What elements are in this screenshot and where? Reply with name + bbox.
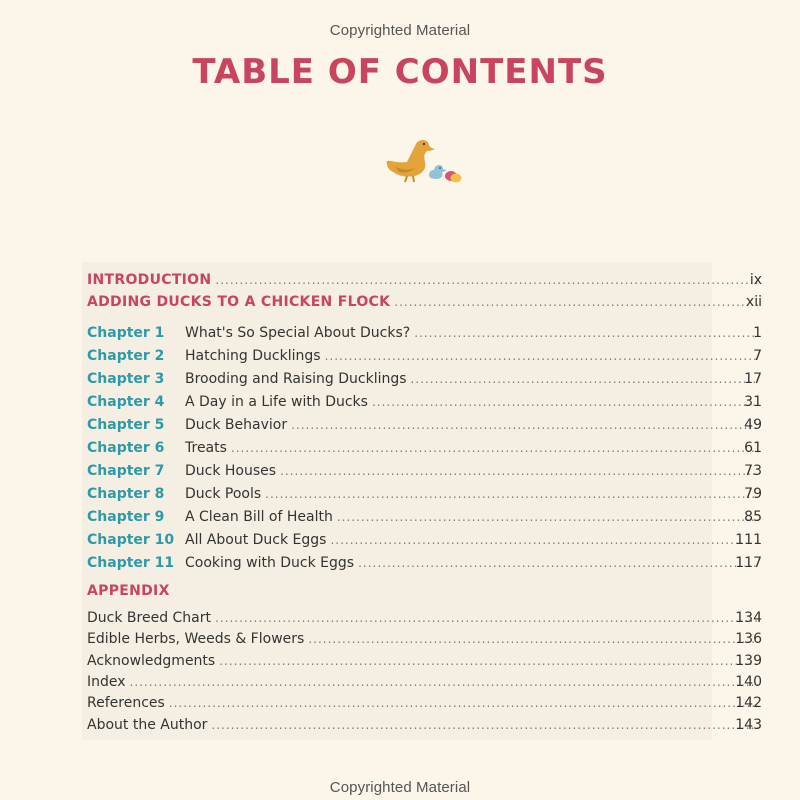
toc-chapter-9[interactable] xyxy=(87,506,762,528)
toc-chapter-6[interactable] xyxy=(87,437,762,459)
dot-leader xyxy=(280,460,758,482)
chapter-number: Chapter 11 xyxy=(87,555,175,571)
toc-chapter-10[interactable] xyxy=(87,529,762,551)
dot-leader xyxy=(169,692,758,714)
ducks-with-eggs-icon xyxy=(381,132,467,188)
chapter-number: Chapter 10 xyxy=(87,532,175,548)
toc-page-number: 111 xyxy=(735,532,762,548)
dot-leader xyxy=(308,628,758,650)
toc-page-number: 7 xyxy=(753,348,762,364)
toc-page-number: 136 xyxy=(735,631,762,647)
toc-chapter-11[interactable] xyxy=(87,552,762,574)
toc-page-number: 142 xyxy=(735,695,762,711)
toc-page-number: 85 xyxy=(744,509,762,525)
toc-page-number: 143 xyxy=(735,717,762,733)
toc-chapter-1[interactable] xyxy=(87,322,762,344)
dot-leader xyxy=(219,650,758,672)
toc-appendix-references[interactable] xyxy=(87,692,762,714)
chapter-number: Chapter 2 xyxy=(87,348,165,364)
page-title: TABLE OF CONTENTS xyxy=(192,52,608,92)
chapter-title: All About Duck Eggs xyxy=(185,532,327,548)
dot-leader xyxy=(265,483,758,505)
toc-page-number: 61 xyxy=(744,440,762,456)
chapter-number: Chapter 1 xyxy=(87,325,165,341)
dot-leader xyxy=(130,671,758,693)
appendix-item-title: Acknowledgments xyxy=(87,653,216,669)
toc-appendix-acknowledgments[interactable] xyxy=(87,650,762,672)
toc-appendix-edible-herbs[interactable] xyxy=(87,628,762,650)
dot-leader xyxy=(215,607,758,629)
dot-leader xyxy=(291,414,758,436)
chapter-number: Chapter 4 xyxy=(87,394,165,410)
toc-chapter-7[interactable] xyxy=(87,460,762,482)
toc-entry-label: INTRODUCTION xyxy=(87,272,212,288)
dot-leader xyxy=(337,506,758,528)
toc-appendix-about-the-author[interactable] xyxy=(87,714,762,736)
toc-page-number: 31 xyxy=(744,394,762,410)
toc-page-number: 1 xyxy=(753,325,762,341)
dot-leader xyxy=(215,269,758,291)
dot-leader xyxy=(411,368,758,390)
toc-page-number: 79 xyxy=(744,486,762,502)
chapter-title: Treats xyxy=(185,440,227,456)
chapter-number: Chapter 9 xyxy=(87,509,165,525)
toc-page-number: 117 xyxy=(735,555,762,571)
dot-leader xyxy=(372,391,758,413)
dot-leader xyxy=(211,714,758,736)
chapter-title: Duck Behavior xyxy=(185,417,288,433)
toc-chapter-2[interactable] xyxy=(87,345,762,367)
chapter-title: Brooding and Raising Ducklings xyxy=(185,371,407,387)
toc-page-number: 49 xyxy=(744,417,762,433)
appendix-item-title: Duck Breed Chart xyxy=(87,610,211,626)
toc-appendix-duck-breed-chart[interactable] xyxy=(87,607,762,629)
appendix-item-title: References xyxy=(87,695,165,711)
chapter-title: A Clean Bill of Health xyxy=(185,509,333,525)
toc-page-number: xii xyxy=(745,294,762,310)
copyright-watermark-top: Copyrighted Material xyxy=(329,22,471,39)
toc-chapter-8[interactable] xyxy=(87,483,762,505)
chapter-title: Hatching Ducklings xyxy=(185,348,321,364)
dot-leader xyxy=(358,552,758,574)
chapter-number: Chapter 8 xyxy=(87,486,165,502)
toc-page-number: 140 xyxy=(735,674,762,690)
toc-page-number: 134 xyxy=(735,610,762,626)
appendix-item-title: Edible Herbs, Weeds & Flowers xyxy=(87,631,305,647)
toc-entry-label: ADDING DUCKS TO A CHICKEN FLOCK xyxy=(87,294,391,310)
toc-chapter-4[interactable] xyxy=(87,391,762,413)
toc-entry-introduction[interactable] xyxy=(87,269,762,291)
dot-leader xyxy=(231,437,758,459)
appendix-heading: APPENDIX xyxy=(87,583,170,599)
dot-leader xyxy=(325,345,758,367)
toc-chapter-3[interactable] xyxy=(87,368,762,390)
dot-leader xyxy=(394,291,758,313)
chapter-title: What's So Special About Ducks? xyxy=(185,325,411,341)
chapter-number: Chapter 5 xyxy=(87,417,165,433)
chapter-title: Cooking with Duck Eggs xyxy=(185,555,355,571)
toc-page-number: ix xyxy=(749,272,762,288)
toc-page-number: 17 xyxy=(744,371,762,387)
toc-appendix-index[interactable] xyxy=(87,671,762,693)
toc-page-number: 73 xyxy=(744,463,762,479)
chapter-number: Chapter 7 xyxy=(87,463,165,479)
chapter-number: Chapter 3 xyxy=(87,371,165,387)
chapter-number: Chapter 6 xyxy=(87,440,165,456)
chapter-title: Duck Pools xyxy=(185,486,262,502)
dot-leader xyxy=(414,322,758,344)
toc-chapter-5[interactable] xyxy=(87,414,762,436)
chapter-title: Duck Houses xyxy=(185,463,277,479)
appendix-item-title: About the Author xyxy=(87,717,208,733)
appendix-item-title: Index xyxy=(87,674,126,690)
chapter-title: A Day in a Life with Ducks xyxy=(185,394,368,410)
copyright-watermark-bottom: Copyrighted Material xyxy=(329,779,471,796)
dot-leader xyxy=(330,529,758,551)
toc-page-number: 139 xyxy=(735,653,762,669)
toc-entry-adding-ducks[interactable] xyxy=(87,291,762,313)
